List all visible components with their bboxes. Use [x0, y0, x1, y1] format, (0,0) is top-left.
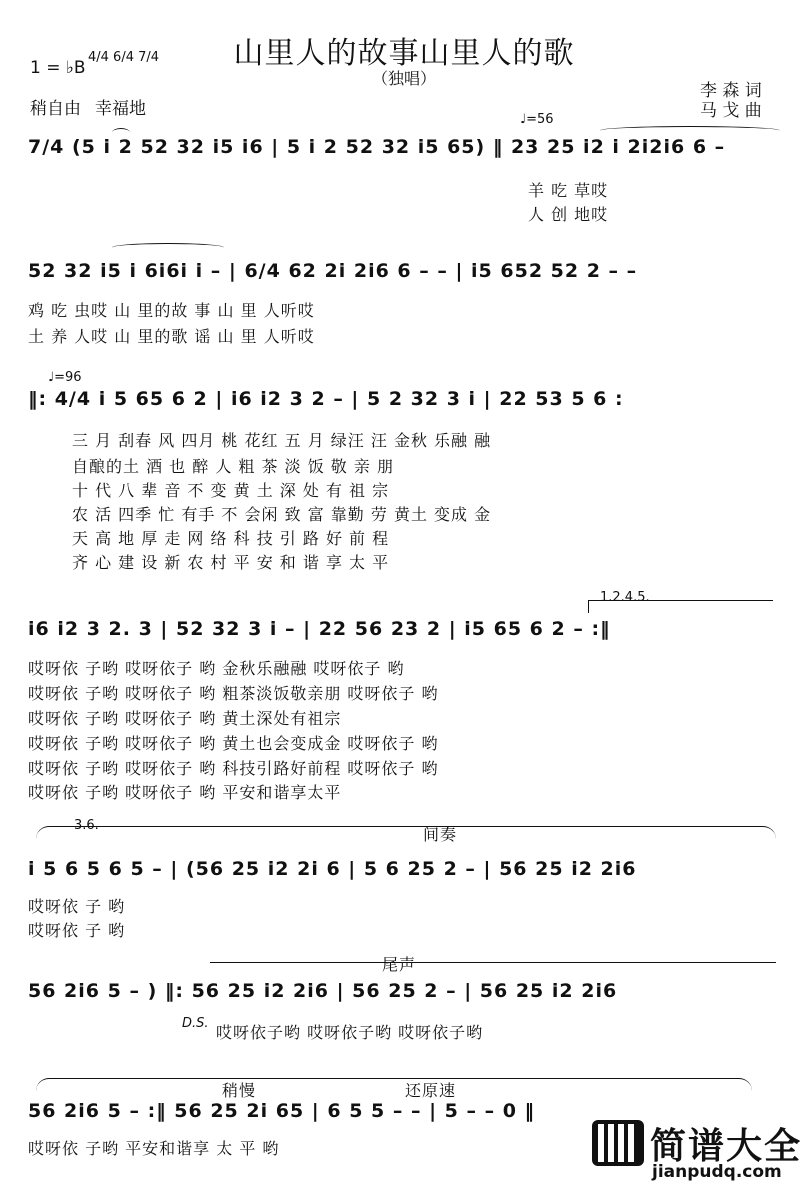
lyric-line: 十 代 八 辈 音 不 变 黄 土 深 处 有 祖 宗	[72, 481, 390, 500]
time-signature: 4/4 6/4 7/4	[88, 50, 160, 65]
lyric-line: 农 活 四季 忙 有手 不 会闲 致 富 靠勤 劳 黄土 变成 金	[72, 505, 492, 524]
lyric-line: 哎呀依 子哟 哎呀依子 哟 粗茶淡饭敬亲朋 哎呀依子 哟	[28, 684, 439, 703]
lyric-line: 自酿的土 酒 也 醉 人 粗 茶 淡 饭 敬 亲 朋	[72, 457, 394, 476]
tempo-marking: 稍自由	[30, 99, 81, 119]
lyric-line: 土 养 人哎 山 里的歌 谣 山 里 人听哎	[28, 327, 315, 346]
marking-slow: 稍慢	[222, 1081, 257, 1100]
lyric-line: 哎呀依子哟 哎呀依子哟 哎呀依子哟	[216, 1023, 484, 1042]
lyric-line: 哎呀依 子哟 平安和谐享 太 平 哟	[28, 1139, 280, 1158]
watermark-url: jianpudq.com	[652, 1162, 782, 1182]
tempo-marking-56: ♩=56	[520, 112, 554, 127]
key-signature: 1 = ♭B	[30, 58, 86, 78]
lyric-line: 哎呀依 子哟 哎呀依子 哟 黄土深处有祖宗	[28, 709, 342, 728]
slur-mark	[112, 243, 224, 252]
fermata-mark	[112, 128, 130, 137]
lyric-line: 哎呀依 子 哟	[28, 897, 126, 916]
lyric-line: 哎呀依 子哟 哎呀依子 哟 科技引路好前程 哎呀依子 哟	[28, 759, 439, 778]
dal-segno-mark: D.S.	[182, 1016, 209, 1031]
composer: 马 戈 曲	[700, 101, 762, 121]
score-row-1: 7/4 (5 i 2 52 32 i5 i6 | 5 i 2 52 32 i5 65) ‖ 23 25 i2 i 2i2i6 6 –	[28, 136, 726, 158]
section-bracket	[36, 1078, 752, 1091]
volta-label: 3.6.	[74, 818, 99, 833]
watermark-brand: 简谱大全	[650, 1126, 803, 1167]
lyric-line: 羊 吃 草哎	[528, 181, 609, 200]
section-label-coda: 尾声	[382, 955, 417, 974]
lyric-line: 人 创 地哎	[528, 205, 609, 224]
lyric-line: 哎呀依 子哟 哎呀依子 哟 平安和谐享太平	[28, 783, 342, 802]
score-row-4: i6 i2 3 2. 3 | 52 32 3 i – | 22 56 23 2 | i5 65 6 2 – :‖	[28, 618, 611, 640]
lyricist: 李 森 词	[700, 81, 762, 101]
slur-mark	[600, 126, 780, 135]
lyric-line: 齐 心 建 设 新 农 村 平 安 和 谐 享 太 平	[72, 553, 390, 572]
score-row-3: ‖: 4/4 i 5 65 6 2 | i6 i2 3 2 – | 5 2 32 3 i | 22 53 5 6 :	[28, 388, 624, 410]
section-label-interlude: 间奏	[423, 825, 458, 844]
score-row-2: 52 32 i5 i 6i6i i – | 6/4 62 2i 2i6 6 – – | i5 652 52 2 – –	[28, 260, 638, 282]
section-bracket	[210, 962, 776, 975]
expression-marking: 幸福地	[95, 99, 146, 119]
piano-keys-icon	[592, 1120, 644, 1166]
lyric-line: 天 高 地 厚 走 网 络 科 技 引 路 好 前 程	[72, 529, 390, 548]
volta-bracket	[36, 826, 776, 839]
lyric-line: 哎呀依 子 哟	[28, 921, 126, 940]
page-title: 山里人的故事山里人的歌	[233, 36, 575, 71]
page-subtitle: （独唱）	[371, 69, 436, 88]
lyric-line: 哎呀依 子哟 哎呀依子 哟 金秋乐融融 哎呀依子 哟	[28, 659, 405, 678]
volta-label: 1.2.4.5.	[600, 590, 650, 605]
score-row-7: 56 2i6 5 – :‖ 56 25 2i 65 | 6 5 5 – – | 5 – – 0 ‖	[28, 1100, 536, 1122]
tempo-marking-96: ♩=96	[48, 370, 82, 385]
lyric-line: 哎呀依 子哟 哎呀依子 哟 黄土也会变成金 哎呀依子 哟	[28, 734, 439, 753]
score-row-6: 56 2i6 5 – ) ‖: 56 25 i2 2i6 | 56 25 2 – | 56 25 i2 2i6	[28, 980, 618, 1002]
score-row-5: i 5 6 5 6 5 – | (56 25 i2 2i 6 | 5 6 25 2 – | 56 25 i2 2i6	[28, 858, 637, 880]
marking-a-tempo: 还原速	[405, 1081, 457, 1100]
lyric-line: 鸡 吃 虫哎 山 里的故 事 山 里 人听哎	[28, 301, 315, 320]
lyric-line: 三 月 刮春 风 四月 桃 花红 五 月 绿汪 汪 金秋 乐融 融	[72, 431, 492, 450]
